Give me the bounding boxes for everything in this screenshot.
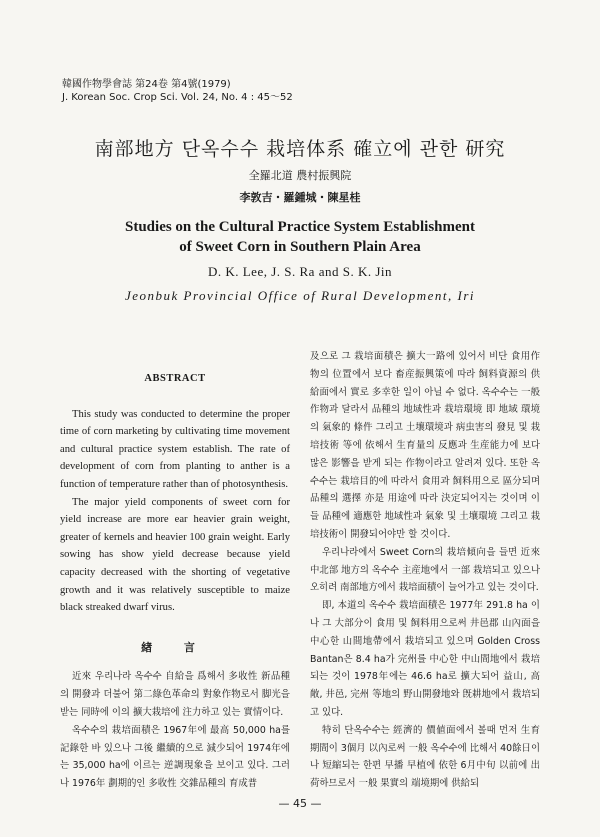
journal-citation	[62, 78, 293, 104]
abstract-paragraph-1: This study was conducted to determine the proper time of corn marketing by cultivating time movement and cultural practice system establish. The rate of development of corn from planting to anther is a function of temperature rather than of photosynthesis.	[60, 408, 290, 490]
right-paragraph-3: 即, 本道의 옥수수 栽培面積은 1977年 291.8 ha 이나 그 大部分이 食用 및 飼料用으로써 井邑郡 山內面을 中心한 山間地帶에서 栽培되고 있으며 Golden Cross Bantan은 8.4 ha가 完州를 中心한 中山間地에서 栽培되는 것이 1978年에는 46.6 ha로 擴大되어 益山, 高敞, 井邑, 完州 等地의 野山開發地와 旣耕地에서 栽培되고 있다.	[310, 600, 540, 718]
right-paragraph-1: 及으로 그 栽培面積은 擴大一路에 있어서 비단 食用作物의 位置에서 보다 畜産振興策에 따라 飼料資源의 供給面에서 實로 多幸한 일이 아닐 수 없다. 옥수수는 一般作物과 달라서 品種의 地域性과 栽培環境 即 地域 環境의 氣象的 條件 그리고 土壤環境과 病虫害의 發見 및 栽培技術 等에 依해서 生育量의 反應과 生産能力에 보다 많은 影響을 받게 되는 作物이라고 알려져 있다. 또한 옥수수는 栽培目的에 따라서 食用과 飼料用으로 區分되며 品種의 選擇 亦是 用途에 따라 決定되어지는 것이며 이들 品種에 適應한 地域性과 氣象 및 土壤環境 그리고 栽培技術이 開發되어야만 할 것이다.	[310, 351, 540, 540]
right-column	[310, 348, 540, 793]
introduction-body-left	[60, 668, 290, 793]
journal-citation-korean: 韓國作物學會誌 第24卷 第4號(1979)	[62, 79, 231, 90]
abstract-paragraph-2: The major yield components of sweet corn for yield increase are more ear heavier grain weight, greater of kernels and heavier 100 grain weight. Early sowing has show yield decrease because yield capacity decreased with the shorting of vegetative growth and it was relatively susceptible to maize black streaked dwarf virus.	[60, 496, 290, 614]
right-paragraph-4: 特히 단옥수수는 經濟的 價値面에서 볼때 먼저 生育期間이 3個月 以內로써 一般 옥수수에 比해서 40餘日이나 短縮되는 한편 早播 早植에 依한 6月中旬 以前에 出荷하므로서 一般 果實의 端境期에 供給되	[310, 724, 540, 790]
korean-authors: 李敦吉・羅鍾城・陳星桂	[239, 191, 361, 204]
introduction-paragraph-1: 近來 우리나라 옥수수 自給을 爲해서 多收性 新品種의 開發과 더불어 第二綠色革命의 對象作物로서 脚光을 받는 同時에 이의 擴大栽培에 注力하고 있는 實情이다.	[60, 671, 290, 718]
english-affiliation: Jeonbuk Provincial Office of Rural Development, Iri	[124, 288, 476, 303]
left-column	[60, 340, 290, 793]
english-title-line-2: of Sweet Corn in Southern Plain Area	[179, 239, 421, 255]
english-title	[0, 217, 600, 257]
introduction-paragraph-2: 옥수수의 栽培面積은 1967年에 最高 50,000 ha를 記錄한 바 있으나 그後 繼續的으로 減少되어 1974年에는 35,000 ha에 이르는 逆調現象을 보이고 있다. 그러나 1976年 劃期的인 多收性 交雜品種의 育成普	[60, 724, 290, 790]
english-title-line-1: Studies on the Cultural Practice System Establishment	[125, 219, 475, 235]
introduction-heading: 緖 言	[141, 640, 209, 654]
abstract-heading: ABSTRACT	[144, 373, 206, 384]
page-number: — 45 —	[278, 797, 322, 810]
english-authors: D. K. Lee, J. S. Ra and S. K. Jin	[207, 264, 393, 279]
right-paragraph-2: 우리나라에서 Sweet Corn의 栽培傾向을 들면 近來 中北部 地方의 옥수수 主産地에서 一部 栽培되고 있으나 오히려 南部地方에서 栽培面積이 늘어가고 있는 것이다.	[310, 546, 541, 594]
journal-citation-english: J. Korean Soc. Crop Sci. Vol. 24, No. 4 : 45～52	[62, 92, 293, 103]
introduction-body-right	[310, 348, 540, 793]
korean-affiliation: 全羅北道 農村振興院	[248, 169, 352, 182]
abstract-body	[60, 406, 290, 617]
korean-title: 南部地方 단옥수수 栽培体系 確立에 관한 研究	[94, 138, 506, 160]
